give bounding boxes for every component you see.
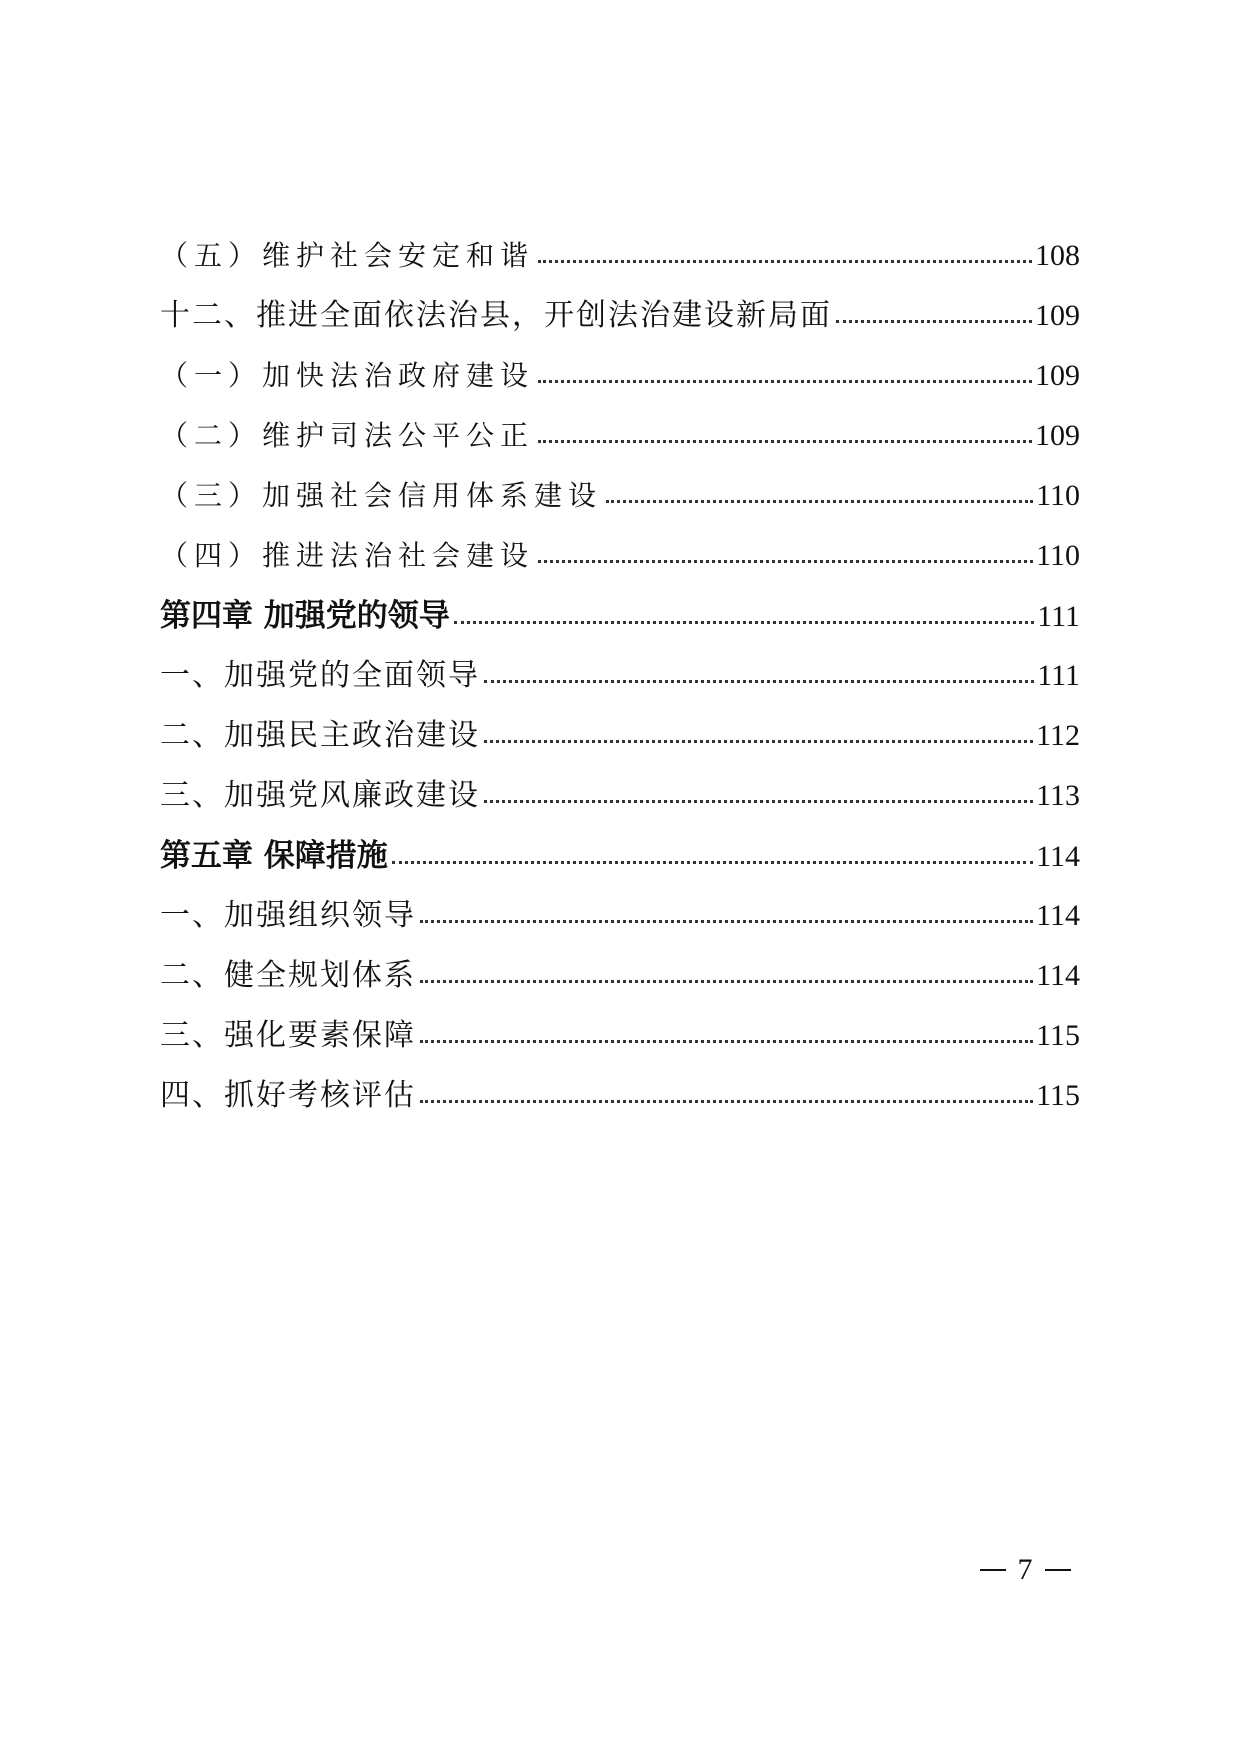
dot-leader <box>484 680 1034 683</box>
toc-entry-page: 110 <box>1036 479 1080 512</box>
toc-entry[interactable] <box>160 346 1080 406</box>
dot-leader <box>836 320 1032 323</box>
page-footer <box>960 1550 1090 1590</box>
dot-leader <box>538 380 1032 383</box>
footer-left-dash <box>980 1569 1006 1571</box>
toc-entry-title: 二、加强民主政治建设 <box>160 718 480 753</box>
dot-leader <box>392 861 1033 864</box>
toc-entry[interactable] <box>160 886 1080 946</box>
toc-entry-page: 111 <box>1037 659 1080 692</box>
toc-entry-title: （三）加强社会信用体系建设 <box>160 479 603 512</box>
toc-chapter-entry[interactable] <box>160 826 1080 886</box>
footer-right-dash <box>1045 1569 1071 1571</box>
dot-leader <box>484 800 1033 803</box>
toc-entry-title: 十二、推进全面依法治县，开创法治建设新局面 <box>160 298 832 333</box>
dot-leader <box>606 500 1033 503</box>
toc-entry-title: 三、加强党风廉政建设 <box>160 778 480 813</box>
toc-entry-title: 第五章 保障措施 <box>160 838 388 874</box>
toc-entry-page: 109 <box>1035 419 1080 452</box>
toc-entry[interactable] <box>160 286 1080 346</box>
toc-entry[interactable] <box>160 946 1080 1006</box>
toc-entry-page: 108 <box>1035 239 1080 272</box>
dot-leader <box>420 980 1033 983</box>
page-number: 7 <box>1017 1553 1033 1586</box>
toc-entry-title: 四、抓好考核评估 <box>160 1078 416 1113</box>
toc-entry-title: 一、加强组织领导 <box>160 898 416 933</box>
dot-leader <box>420 920 1033 923</box>
toc-entry[interactable] <box>160 1006 1080 1066</box>
toc-entry-page: 113 <box>1036 779 1080 812</box>
toc-entry-title: 第四章 加强党的领导 <box>160 598 450 634</box>
toc-entry-title: （二）维护司法公平公正 <box>160 419 535 452</box>
dot-leader <box>454 621 1034 624</box>
toc-entry-page: 109 <box>1035 359 1080 392</box>
toc-entry-page: 114 <box>1036 959 1080 992</box>
toc-entry[interactable] <box>160 406 1080 466</box>
dot-leader <box>484 740 1033 743</box>
toc-entry[interactable] <box>160 466 1080 526</box>
toc-entry-title: （一）加快法治政府建设 <box>160 359 535 392</box>
toc-entry-title: 三、强化要素保障 <box>160 1018 416 1053</box>
toc-entry-page: 115 <box>1036 1079 1080 1112</box>
toc-entry-page: 111 <box>1037 600 1080 633</box>
dot-leader <box>538 440 1032 443</box>
toc-entry[interactable] <box>160 706 1080 766</box>
toc-entry[interactable] <box>160 766 1080 826</box>
toc-entry-page: 109 <box>1035 299 1080 332</box>
toc-entry-page: 115 <box>1036 1019 1080 1052</box>
toc-entry-page: 114 <box>1036 899 1080 932</box>
dot-leader <box>538 560 1033 563</box>
toc-chapter-entry[interactable] <box>160 586 1080 646</box>
toc-entry-title: （四）推进法治社会建设 <box>160 539 535 572</box>
toc-entry-page: 110 <box>1036 539 1080 572</box>
toc-entry-title: 二、健全规划体系 <box>160 958 416 993</box>
table-of-contents <box>160 226 1080 1126</box>
toc-entry[interactable] <box>160 646 1080 706</box>
toc-entry-title: 一、加强党的全面领导 <box>160 658 480 693</box>
dot-leader <box>420 1040 1033 1043</box>
toc-entry[interactable] <box>160 1066 1080 1126</box>
toc-entry-page: 114 <box>1036 840 1080 873</box>
dot-leader <box>538 260 1032 263</box>
toc-entry[interactable] <box>160 526 1080 586</box>
toc-entry-page: 112 <box>1036 719 1080 752</box>
toc-entry-title: （五）维护社会安定和谐 <box>160 239 535 272</box>
toc-entry[interactable] <box>160 226 1080 286</box>
dot-leader <box>420 1100 1033 1103</box>
